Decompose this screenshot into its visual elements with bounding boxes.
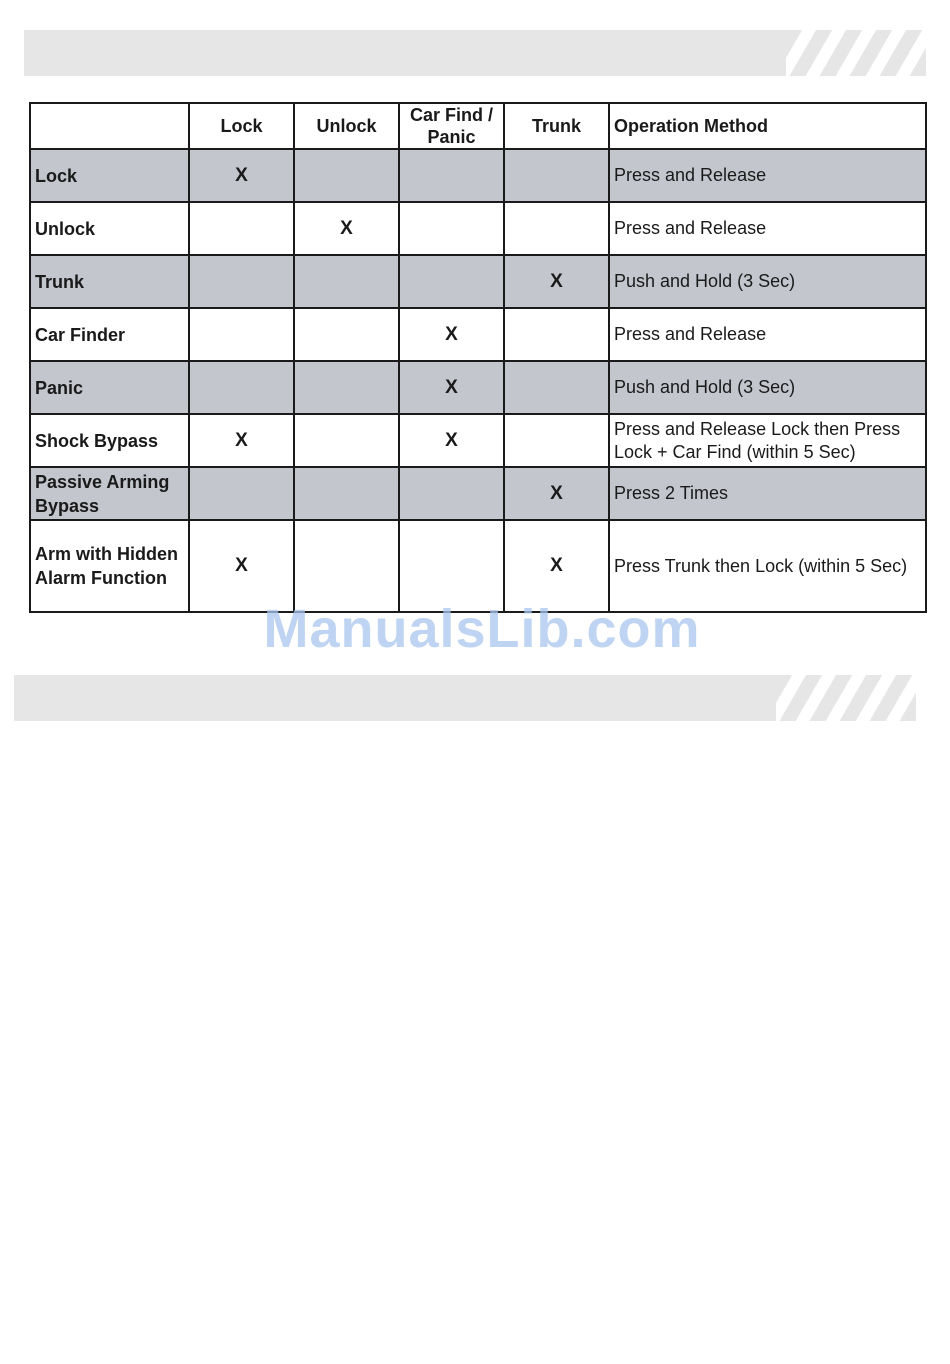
row-function: Panic	[30, 361, 189, 414]
mark-lock	[189, 308, 294, 361]
mark-unlock	[294, 308, 399, 361]
header-trunk: Trunk	[504, 103, 609, 149]
section-header-band-bottom	[14, 675, 916, 721]
mark-unlock	[294, 149, 399, 202]
table-row	[30, 255, 926, 308]
mark-car-find: X	[399, 361, 504, 414]
decorative-stripes	[786, 30, 926, 76]
mark-trunk	[504, 361, 609, 414]
row-method: Press and Release	[609, 149, 926, 202]
mark-car-find: X	[399, 414, 504, 467]
mark-trunk	[504, 414, 609, 467]
mark-lock: X	[189, 149, 294, 202]
mark-unlock	[294, 467, 399, 520]
header-car-find-panic: Car Find / Panic	[399, 103, 504, 149]
mark-lock	[189, 361, 294, 414]
mark-lock	[189, 467, 294, 520]
row-method: Push and Hold (3 Sec)	[609, 255, 926, 308]
mark-car-find	[399, 255, 504, 308]
mark-car-find	[399, 149, 504, 202]
table-row	[30, 149, 926, 202]
mark-trunk	[504, 308, 609, 361]
mark-trunk: X	[504, 255, 609, 308]
mark-lock	[189, 202, 294, 255]
row-function: Car Finder	[30, 308, 189, 361]
table-row	[30, 467, 926, 520]
row-method: Press Trunk then Lock (within 5 Sec)	[609, 520, 926, 612]
mark-trunk	[504, 202, 609, 255]
row-function: Unlock	[30, 202, 189, 255]
mark-trunk	[504, 149, 609, 202]
remote-operations-table	[29, 102, 927, 613]
row-function: Arm with Hidden Alarm Function	[30, 520, 189, 612]
row-method: Press and Release	[609, 202, 926, 255]
row-method: Press 2 Times	[609, 467, 926, 520]
row-method: Push and Hold (3 Sec)	[609, 361, 926, 414]
mark-unlock: X	[294, 202, 399, 255]
section-header-band-top	[24, 30, 926, 76]
row-function: Lock	[30, 149, 189, 202]
row-function: Passive Arming Bypass	[30, 467, 189, 520]
decorative-stripes	[776, 675, 916, 721]
mark-unlock	[294, 414, 399, 467]
table-row	[30, 202, 926, 255]
header-operation-method: Operation Method	[609, 103, 926, 149]
table-row	[30, 308, 926, 361]
table-row	[30, 361, 926, 414]
mark-car-find	[399, 202, 504, 255]
table-header-row	[30, 103, 926, 149]
header-unlock: Unlock	[294, 103, 399, 149]
mark-lock	[189, 255, 294, 308]
watermark: ManualsLib.com	[263, 599, 701, 659]
mark-unlock	[294, 255, 399, 308]
mark-trunk: X	[504, 467, 609, 520]
row-function: Shock Bypass	[30, 414, 189, 467]
mark-lock: X	[189, 414, 294, 467]
header-corner	[30, 103, 189, 149]
mark-trunk: X	[504, 520, 609, 612]
header-lock: Lock	[189, 103, 294, 149]
row-method: Press and Release Lock then Press Lock + Car Find (within 5 Sec)	[609, 414, 926, 467]
mark-car-find	[399, 467, 504, 520]
row-method: Press and Release	[609, 308, 926, 361]
mark-unlock	[294, 361, 399, 414]
table-row	[30, 414, 926, 467]
mark-car-find: X	[399, 308, 504, 361]
row-function: Trunk	[30, 255, 189, 308]
mark-lock: X	[189, 520, 294, 612]
